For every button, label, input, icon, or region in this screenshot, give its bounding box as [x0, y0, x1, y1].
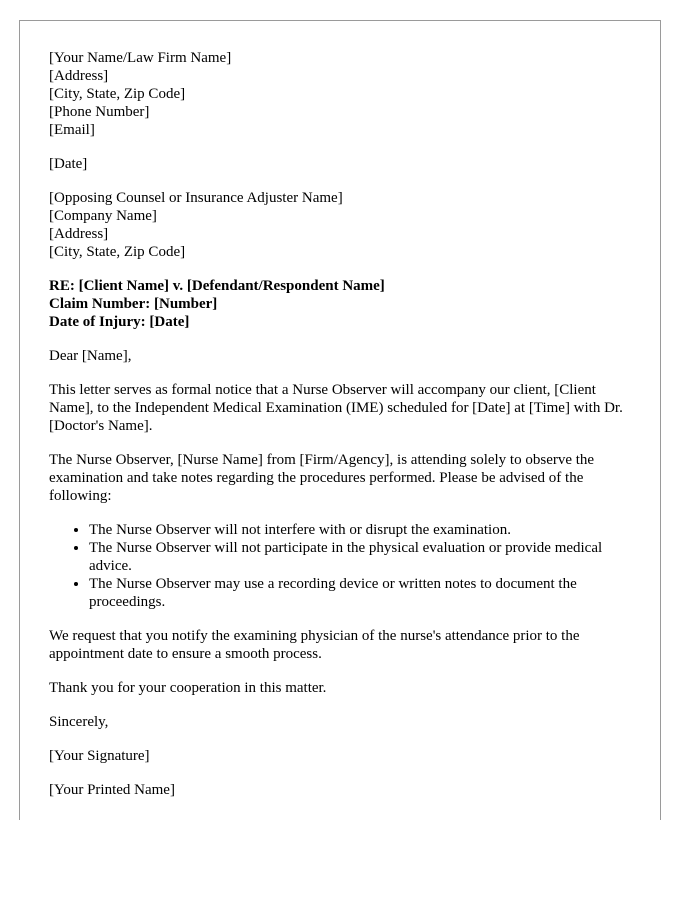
- re-claim-number: Claim Number: [Number]: [49, 296, 218, 312]
- sender-address: [Address]: [49, 68, 109, 84]
- list-item: • The Nurse Observer will not interfere with or disrupt the examination.: [89, 521, 632, 539]
- sender-block: [49, 49, 632, 139]
- sender-name: [Your Name/Law Firm Name]: [49, 50, 232, 66]
- re-date-of-injury: Date of Injury: [Date]: [49, 314, 190, 330]
- date-block: [49, 155, 632, 173]
- recipient-block: [49, 189, 632, 261]
- salutation: Dear [Name],: [49, 348, 132, 364]
- body-paragraph-4: Thank you for your cooperation in this matter.: [49, 680, 327, 696]
- re-block: [49, 277, 632, 331]
- sender-email: [Email]: [49, 122, 95, 138]
- body-paragraph-2: The Nurse Observer, [Nurse Name] from [Firm/Agency], is attending solely to observe the examination and take notes regarding the procedures performed. Please be advised of the following:: [49, 452, 595, 504]
- recipient-name: [Opposing Counsel or Insurance Adjuster Name]: [49, 190, 343, 206]
- recipient-company: [Company Name]: [49, 208, 157, 224]
- body-paragraph-1: This letter serves as formal notice that a Nurse Observer will accompany our client, [Client Name], to the Independent Medical Examination (IME) scheduled for [Date] at [Time] with Dr. [Doctor's Name].: [49, 382, 623, 434]
- sender-phone: [Phone Number]: [49, 104, 150, 120]
- closing-sincerely: Sincerely,: [49, 714, 109, 730]
- observer-conditions-list: [49, 521, 632, 611]
- recipient-city-state-zip: [City, State, Zip Code]: [49, 244, 186, 260]
- closing-signature: [Your Signature]: [49, 748, 150, 764]
- list-item: • The Nurse Observer may use a recording device or written notes to document the proceedings.: [89, 575, 632, 611]
- list-item: • The Nurse Observer will not participate in the physical evaluation or provide medical advice.: [89, 539, 632, 575]
- recipient-address: [Address]: [49, 226, 109, 242]
- body-paragraph-3: We request that you notify the examining physician of the nurse's attendance prior to the appointment date to ensure a smooth process.: [49, 628, 580, 662]
- sender-city-state-zip: [City, State, Zip Code]: [49, 86, 186, 102]
- closing-printed-name: [Your Printed Name]: [49, 782, 175, 798]
- letter-page: [19, 20, 661, 820]
- re-case: RE: [Client Name] v. [Defendant/Respondent Name]: [49, 278, 385, 294]
- letter-date: [Date]: [49, 156, 88, 172]
